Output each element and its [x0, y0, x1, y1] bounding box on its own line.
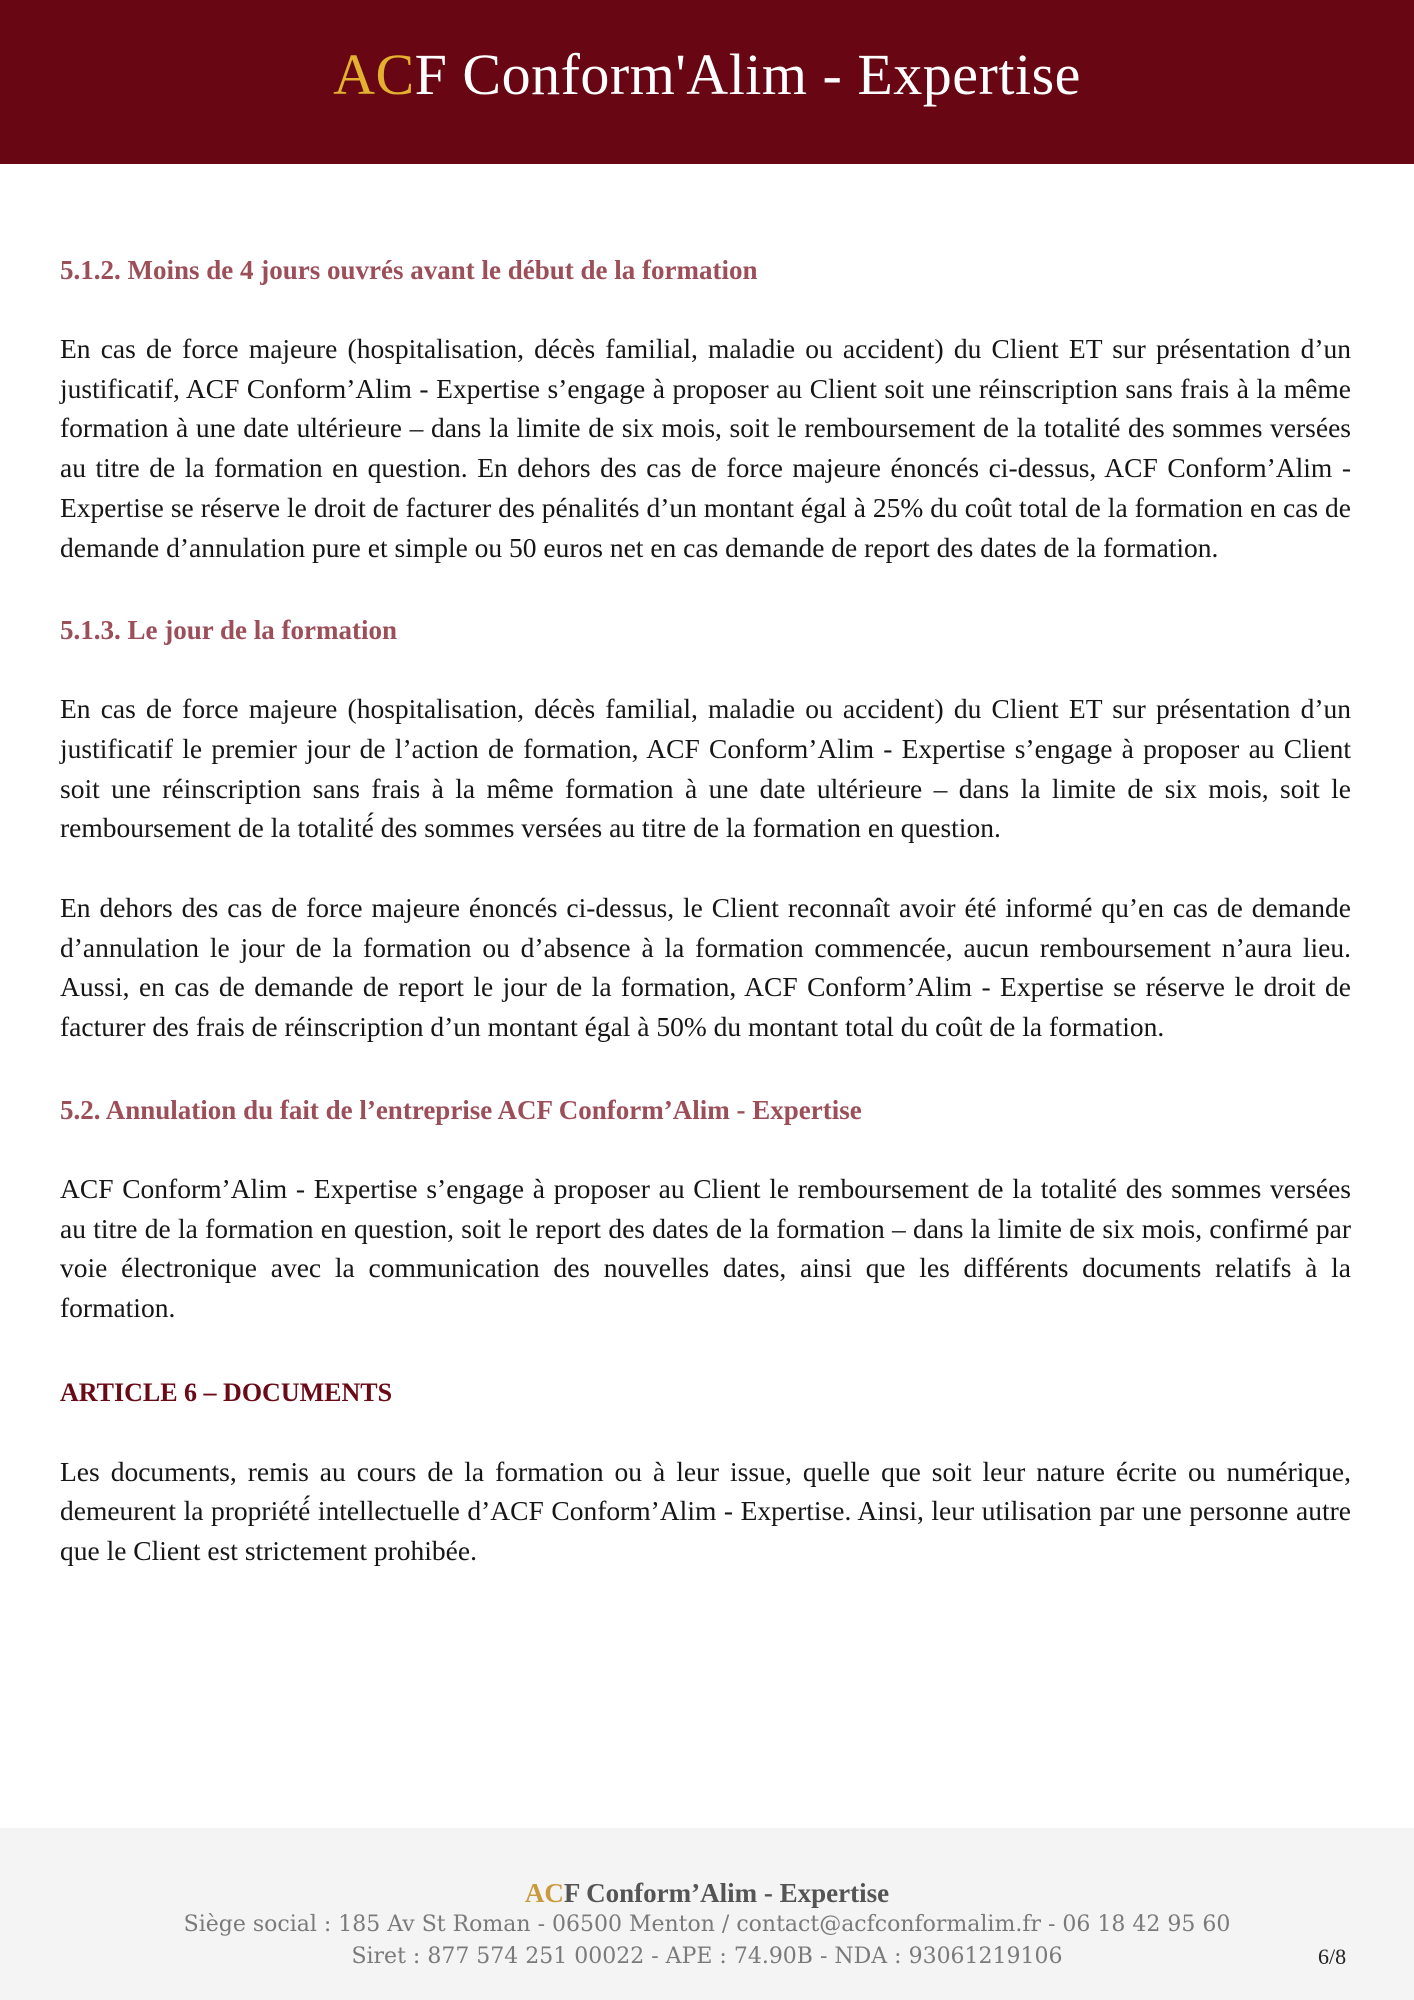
paragraph-5-1-2: En cas de force majeure (hospitalisation, décès familial, maladie ou accident) du Client ET sur présentation d’un justificatif, ACF Conform’Alim - Expertise s’engage à proposer au Client soit une réinscription sans frais à la même formation à une date ultérieure – dans la limite de six mois, soit le remboursement de la totalité des sommes versées au titre de la formation en question. En dehors des cas de force majeure énoncés ci-dessus, ACF Conform’Alim - Expertise se réserve le droit de facturer des pénalités d’un montant égal à 25% du coût total de la formation en cas de demande d’annulation pure et simple ou 50 euros net en cas demande de report des dates de la formation. [60, 333, 1351, 563]
section-heading-5-1-3: 5.1.3. Le jour de la formation [60, 615, 397, 646]
paragraph-5-1-3-a: En cas de force majeure (hospitalisation, décès familial, maladie ou accident) du Client ET sur présentation d’un justificatif le premier jour de l’action de formation, ACF Conform’Alim - Expertise s’engage à proposer au Client soit une réinscription sans frais à la même formation à une date ultérieure – dans la limite de six mois, soit le remboursement de la totalité́ des sommes versées au titre de la formation en question. [60, 693, 1351, 844]
section-heading-5-1-2: 5.1.2. Moins de 4 jours ouvrés avant le début de la formation [60, 255, 758, 285]
footer-company-name [0, 1878, 1414, 1909]
company-title [333, 41, 1081, 108]
footer-company-name-accent: AC [524, 1878, 564, 1908]
paragraph-5-1-3-b: En dehors des cas de force majeure énoncés ci-dessus, le Client reconnaît avoir été informé qu’en cas de demande d’annulation le jour de la formation ou d’absence à la formation commencée, aucun remboursement n’aura lieu. Aussi, en cas de demande de report le jour de la formation, ACF Conform’Alim - Expertise se réserve le droit de facturer des frais de réinscription d’un montant égal à 50% du montant total du coût de la formation. [60, 892, 1351, 1043]
page-footer [0, 1828, 1414, 2000]
footer-registration: Siret : 877 574 251 00022 - APE : 74.90B - NDA : 93061219106 [351, 1944, 1063, 1969]
footer-address: Siège social : 185 Av St Roman - 06500 Menton / contact@acfconformalim.fr - 06 18 42 95 60 [183, 1912, 1231, 1937]
section-heading-5-2: 5.2. Annulation du fait de l’entreprise ACF Conform’Alim - Expertise [60, 1094, 862, 1125]
paragraph-5-2: ACF Conform’Alim - Expertise s’engage à proposer au Client le remboursement de la totalité des sommes versées au titre de la formation en question, soit le report des dates de la formation – dans la limite de six mois, confirmé par voie électronique avec la communication des nouvelles dates, ainsi que les différents documents relatifs à la formation. [60, 1172, 1351, 1323]
paragraph-article-6: Les documents, remis au cours de la formation ou à leur issue, quelle que soit leur nature écrite ou numérique, demeurent la propriété́ intellectuelle d’ACF Conform’Alim - Expertise. Ainsi, leur utilisation par une personne autre que le Client est strictement prohibée. [60, 1455, 1351, 1567]
footer-company-name-rest: F Conform’Alim - Expertise [563, 1878, 890, 1908]
page-number: 6/8 [1318, 1944, 1347, 1969]
page-header [0, 0, 1414, 164]
article-6-heading: ARTICLE 6 – DOCUMENTS [60, 1377, 393, 1407]
company-title-accent: AC [333, 41, 415, 107]
document-body [60, 250, 1351, 1571]
company-title-rest: F Conform'Alim - Expertise [414, 41, 1081, 107]
